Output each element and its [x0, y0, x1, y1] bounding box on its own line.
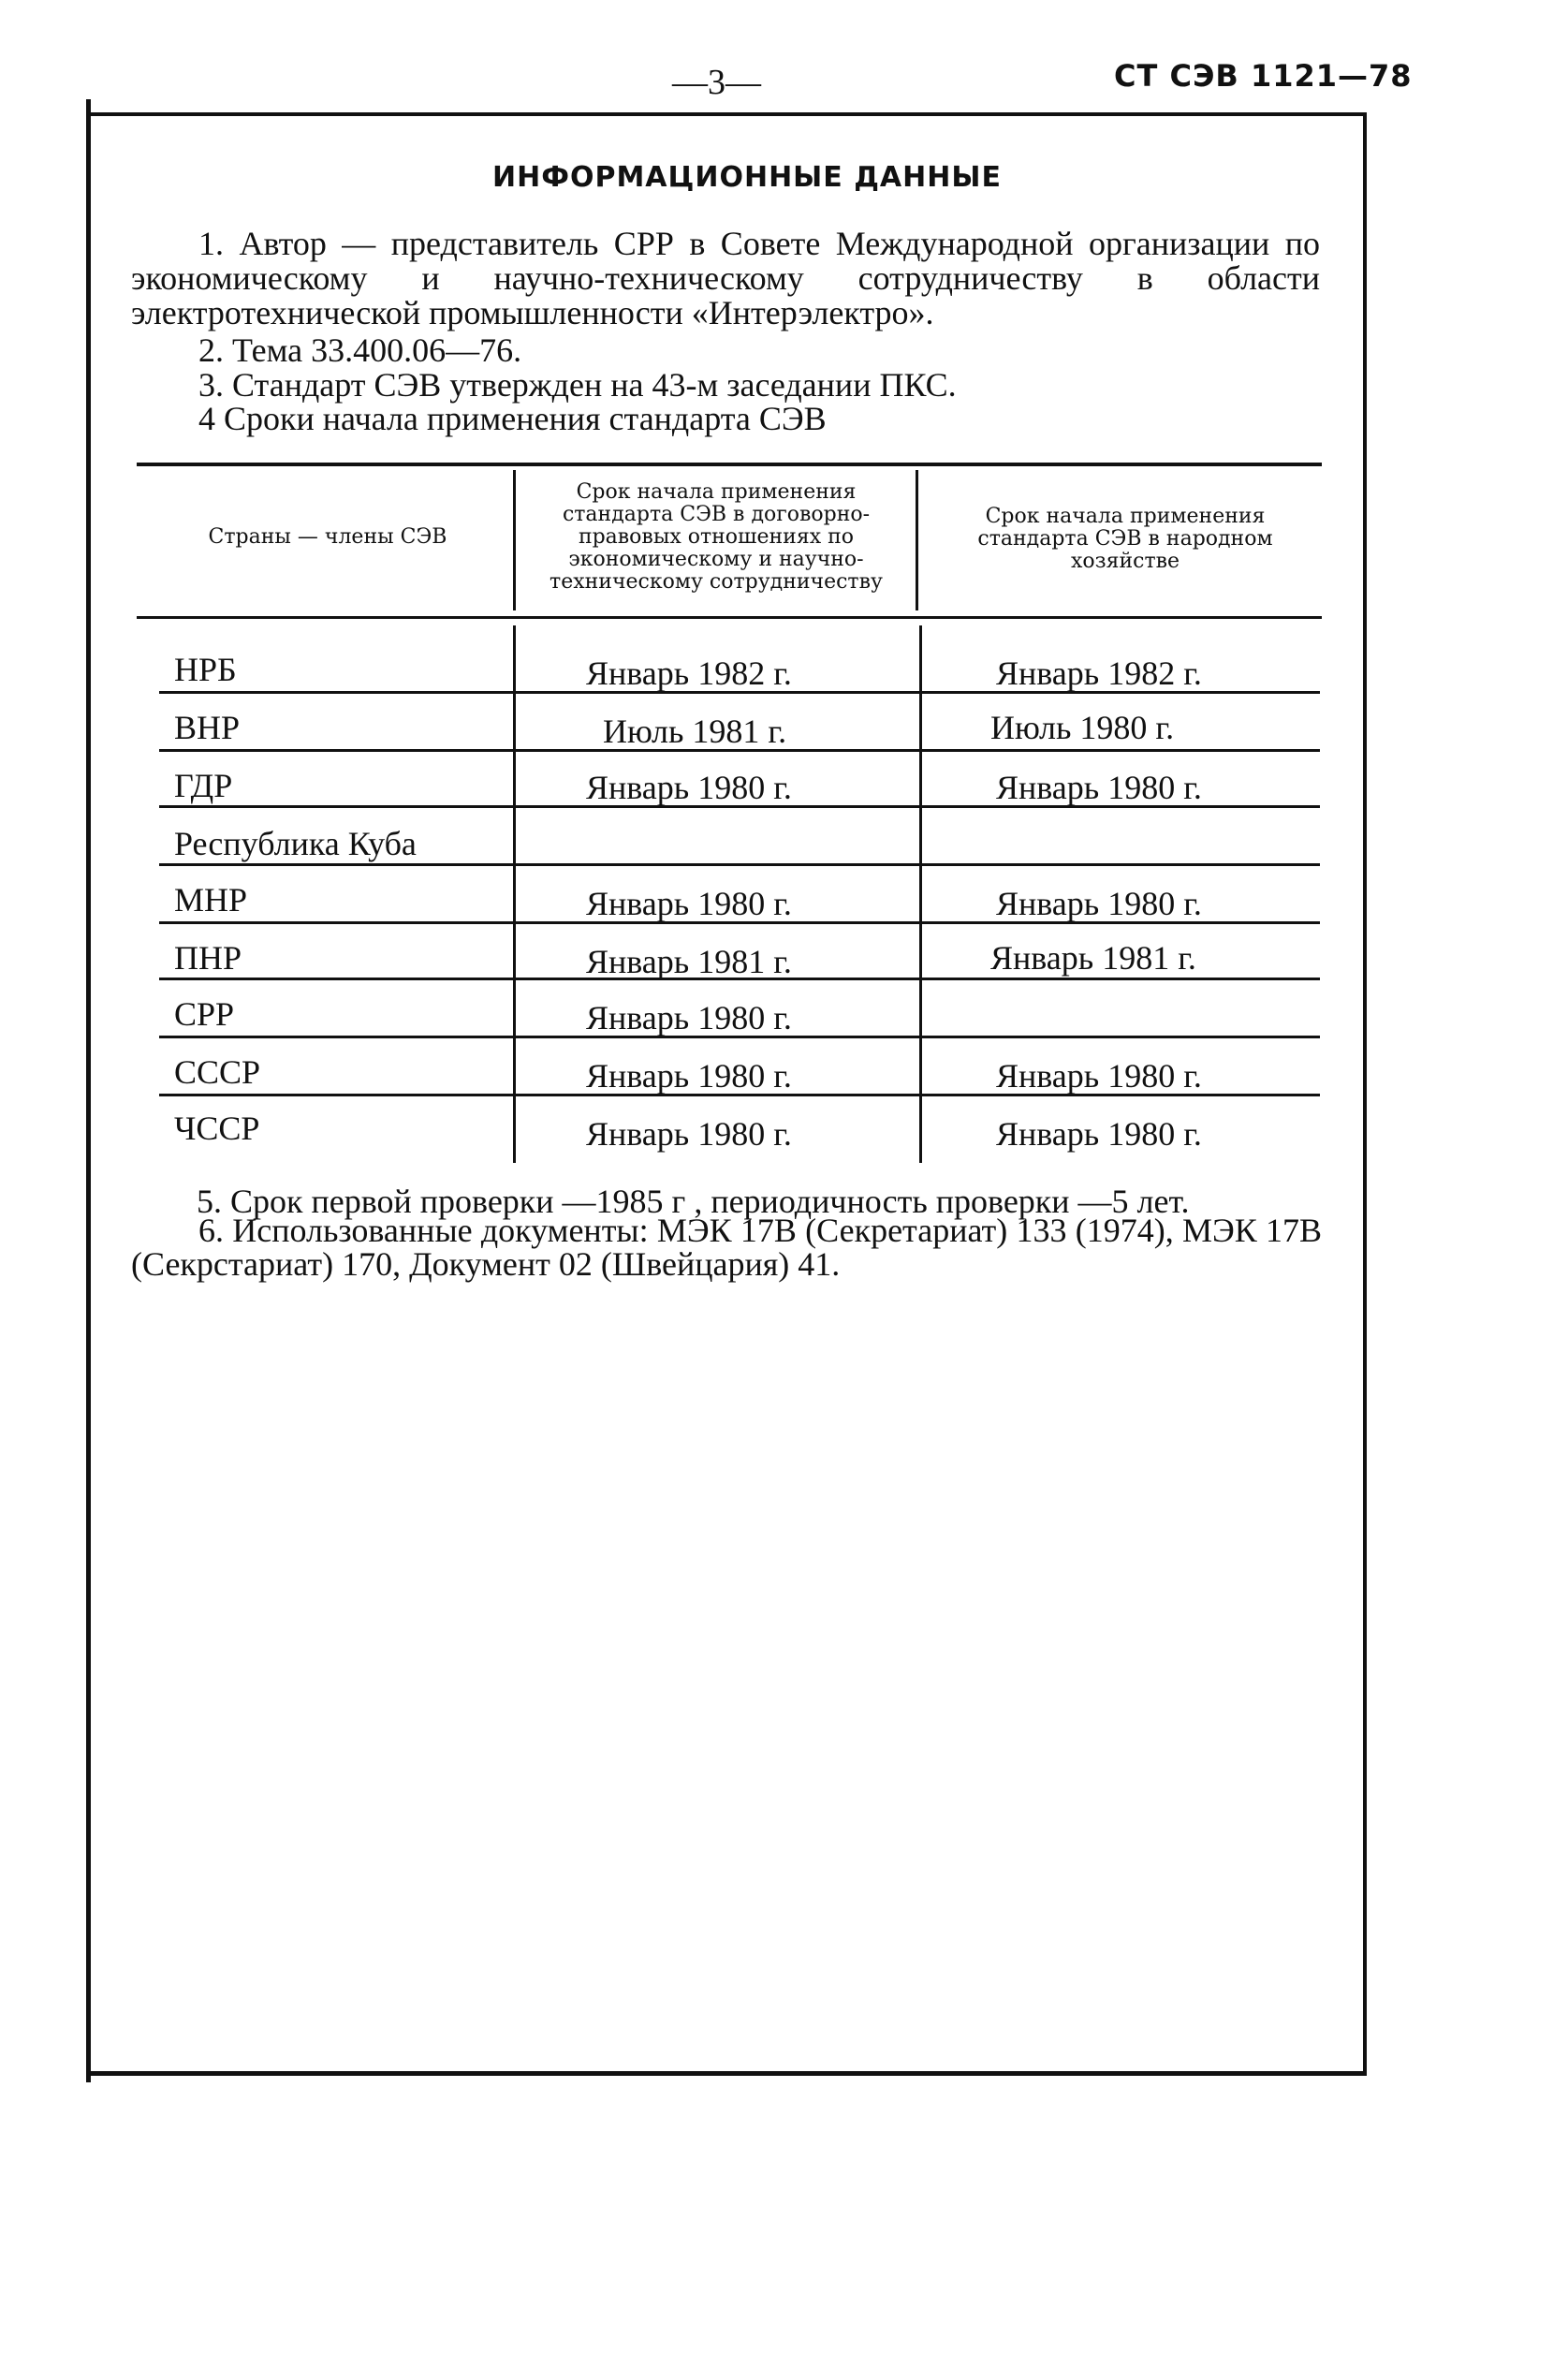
header-col-divider-1: [513, 470, 516, 610]
cell-country: ЧССР: [174, 1110, 260, 1147]
header-countries: Страны — члены СЭВ: [208, 525, 447, 549]
cell-contract-date: Январь 1980 г.: [586, 1057, 792, 1095]
body-col-divider-1: [513, 625, 516, 1163]
item-5-review: 5. Срок первой проверки —1985 г , периодичность проверки —5 лет.: [197, 1183, 1190, 1220]
cell-contract-date: Январь 1980 г.: [586, 769, 792, 806]
cell-country: СССР: [174, 1053, 261, 1091]
cell-economy-date: Январь 1980 г.: [996, 1057, 1202, 1095]
frame-bottom-rule: [86, 2071, 1367, 2076]
cell-country: ПНР: [174, 939, 242, 977]
cell-economy-date: Январь 1981 г.: [990, 939, 1196, 977]
item-4-dates: 4 Сроки начала применения стандарта СЭВ: [198, 400, 827, 437]
header-col-divider-2: [916, 470, 918, 610]
cell-contract-date: Январь 1982 г.: [586, 654, 792, 692]
item-6-references: 6. Использованные документы: МЭК 17В (Секретариат) 133 (1974), МЭК 17В (Секрстариат) 170, Документ 02 (Швейцария) 41.: [131, 1212, 1322, 1283]
cell-country: ГДР: [174, 767, 233, 804]
cell-economy-date: Июль 1980 г.: [990, 709, 1175, 746]
table-top-rule: [137, 463, 1322, 466]
table-header-rule: [137, 616, 1322, 619]
page-number: —3—: [672, 63, 761, 102]
cell-contract-date: Январь 1981 г.: [586, 943, 792, 980]
header-contract-date: Срок начала применения стандарта СЭВ в договорно-правовых отношениях по экономическому и научно-техническому сотрудничеству: [550, 480, 883, 594]
cell-economy-date: Январь 1980 г.: [996, 885, 1202, 922]
row-rule: [159, 863, 1320, 866]
cell-country: НРБ: [174, 651, 237, 688]
document-code: СТ СЭВ 1121—78: [1114, 58, 1413, 94]
cell-contract-date: Январь 1980 г.: [586, 885, 792, 922]
cell-country: МНР: [174, 881, 248, 919]
cell-economy-date: Январь 1980 г.: [996, 769, 1202, 806]
cell-country: Республика Куба: [174, 825, 417, 862]
frame-left-rule: [86, 99, 91, 2082]
item-2-topic: 2. Тема 33.400.06—76.: [198, 331, 522, 369]
cell-contract-date: Июль 1981 г.: [603, 713, 787, 750]
cell-contract-date: Январь 1980 г.: [586, 999, 792, 1036]
body-col-divider-2: [919, 625, 922, 1163]
item-3-approval: 3. Стандарт СЭВ утвержден на 43-м заседании ПКС.: [198, 366, 957, 404]
section-title: ИНФОРМАЦИОННЫЕ ДАННЫЕ: [492, 161, 1002, 194]
frame-right-rule: [1363, 116, 1367, 2075]
item-1-author: 1. Автор — представитель СРР в Совете Международной организации по экономическому и научно-техническому сотрудничеству в области электротехнической промышленности «Интерэлектро».: [131, 225, 1320, 331]
frame-top-rule: [86, 112, 1367, 116]
cell-contract-date: Январь 1980 г.: [586, 1115, 792, 1153]
cell-country: СРР: [174, 995, 235, 1033]
cell-country: ВНР: [174, 709, 241, 746]
cell-economy-date: Январь 1980 г.: [996, 1115, 1202, 1153]
cell-economy-date: Январь 1982 г.: [996, 654, 1202, 692]
header-economy-date: Срок начала применения стандарта СЭВ в народном хозяйстве: [977, 505, 1273, 573]
